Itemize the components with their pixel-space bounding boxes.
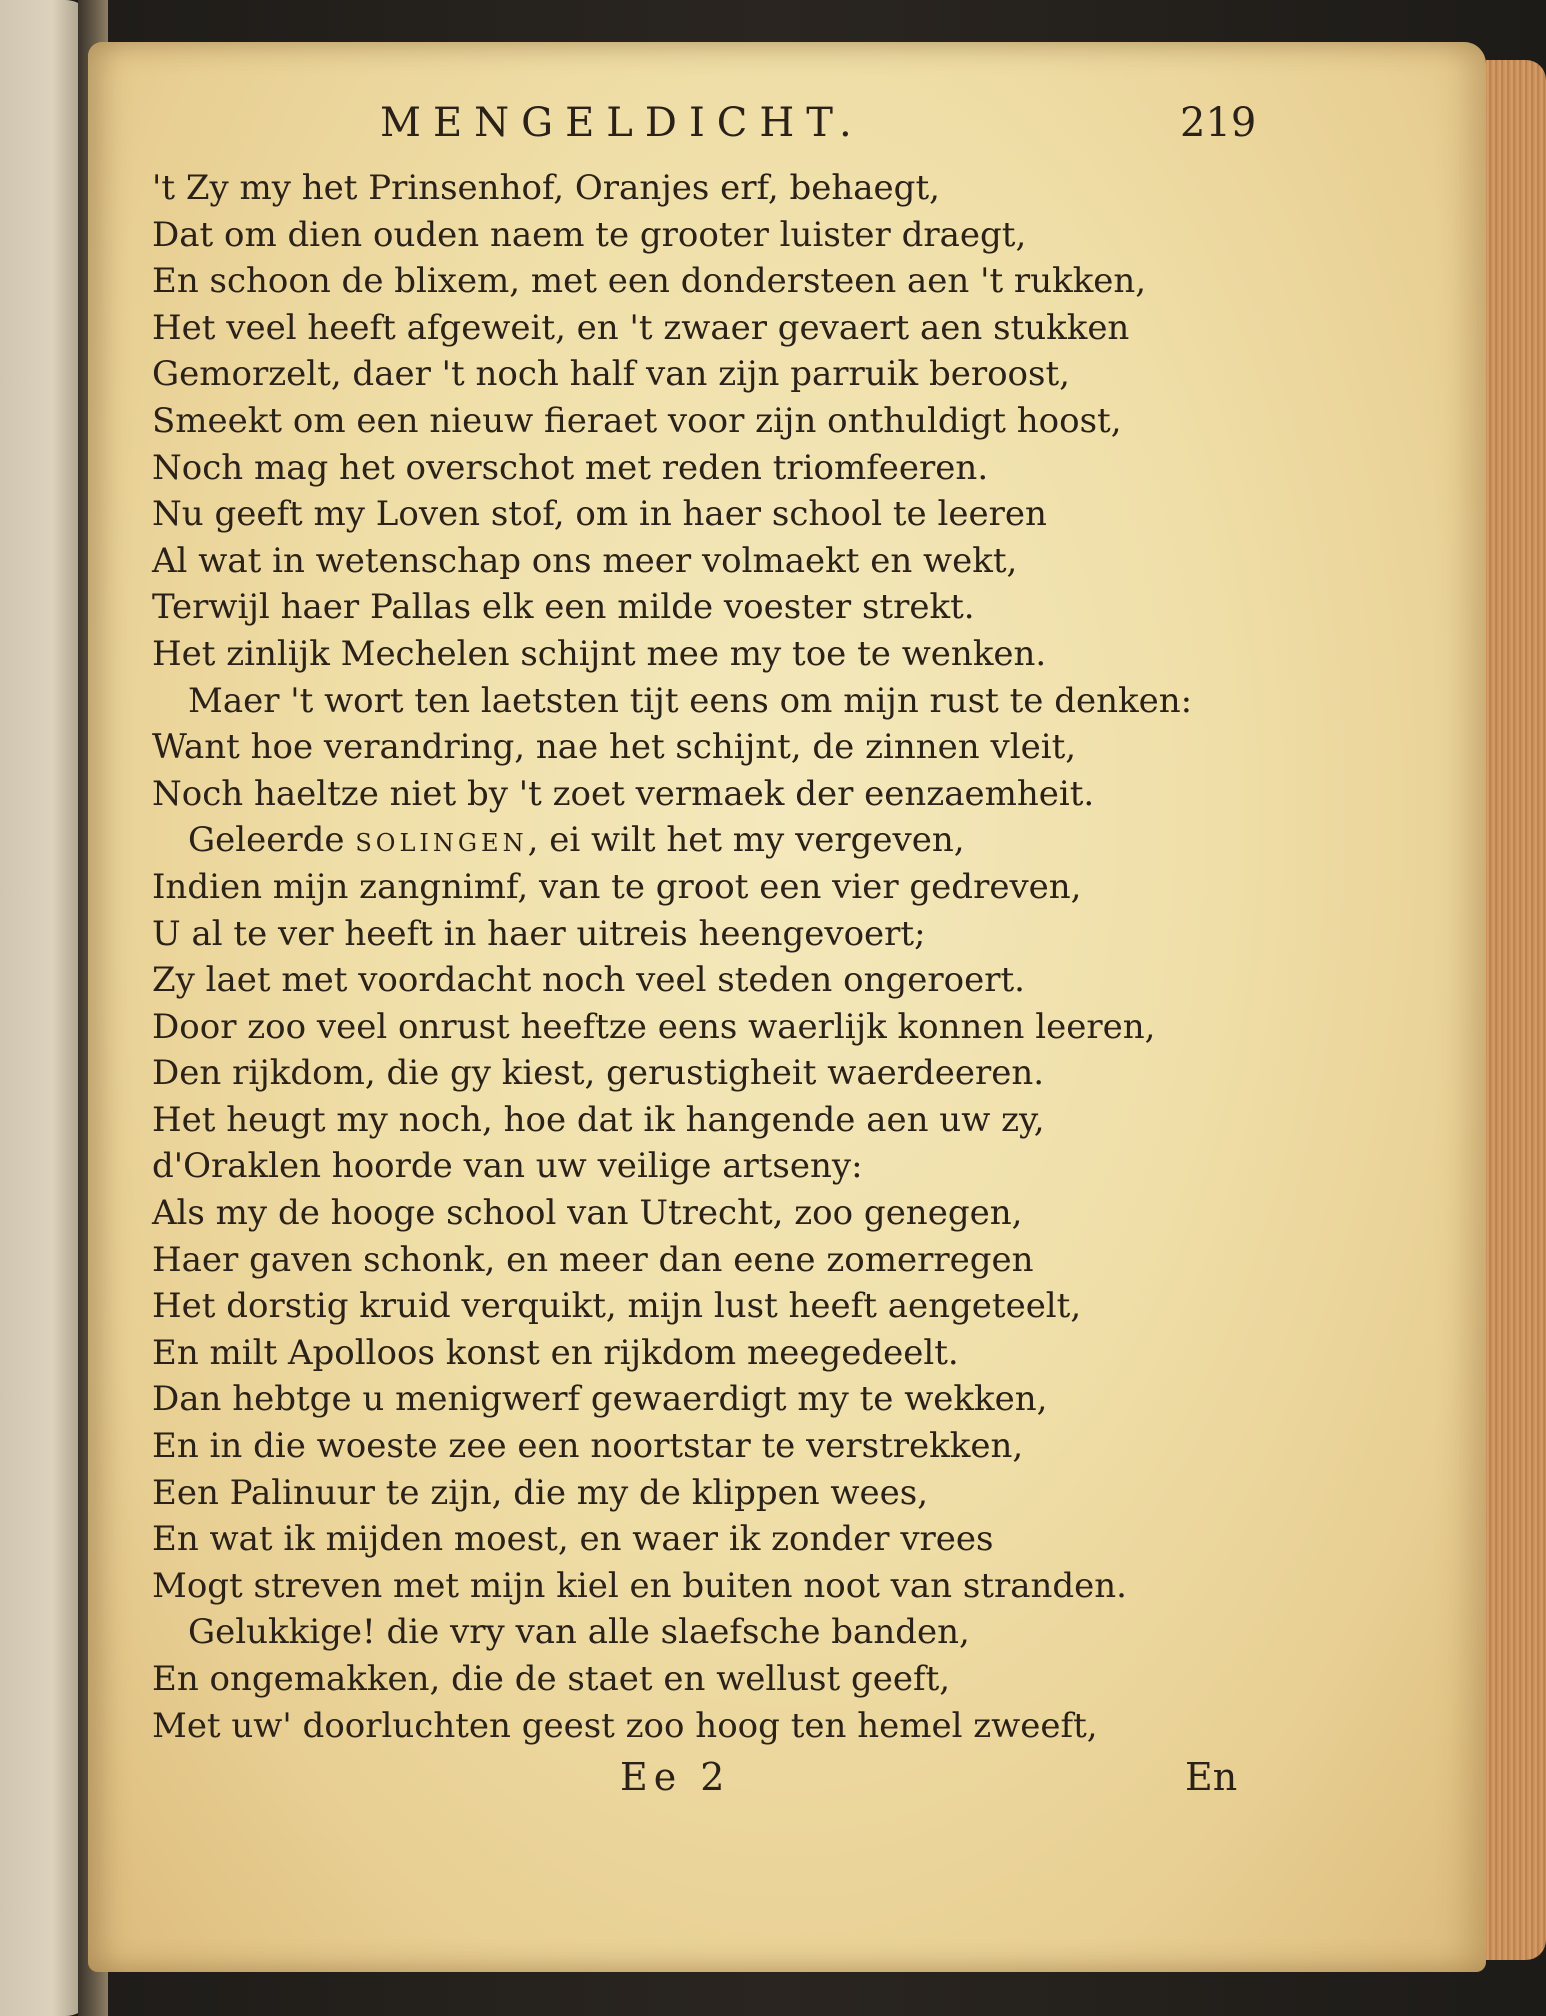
text-line: Terwijl haer Pallas elk een milde voester strekt. <box>152 587 975 628</box>
line-text: , ei wilt het my vergeven, <box>527 820 965 861</box>
text-line: Den rijkdom, die gy kiest, gerustigheit waerdeeren. <box>152 1053 1045 1094</box>
text-line: En milt Apolloos konst en rijkdom meegedeelt. <box>152 1332 959 1373</box>
text-line: U al te ver heeft in haer uitreis heengevoert; <box>152 913 926 954</box>
text-line: Mogt streven met mijn kiel en buiten noot van stranden. <box>152 1565 1127 1606</box>
text-line: En schoon de blixem, met een dondersteen aen 't rukken, <box>152 261 1147 302</box>
text-line: Haer gaven schonk, en meer dan eene zomerregen <box>152 1239 1034 1280</box>
text-line: En wat ik mijden moest, en waer ik zonder vrees <box>152 1519 994 1560</box>
text-line: En ongemakken, die de staet en wellust geeft, <box>152 1659 951 1699</box>
text-line: Gelukkige! die vry van alle slaefsche banden, <box>188 1612 970 1653</box>
text-line: En in die woeste zee een noortstar te verstrekken, <box>152 1426 1024 1467</box>
catchword: En <box>1185 1755 1238 1799</box>
text-line: Dat om dien ouden naem te grooter luister draegt, <box>152 214 1027 255</box>
text-line: Als my de hooge school van Utrecht, zoo genegen, <box>152 1193 1023 1234</box>
text-line: Zy laet met voordacht noch veel steden ongeroert. <box>152 960 1025 1001</box>
text-line: Noch mag het overschot met reden triomfeeren. <box>152 447 989 488</box>
poem-text <box>152 165 1452 1749</box>
text-line: Al wat in wetenschap ons meer volmaekt en wekt, <box>152 540 1018 581</box>
text-line: Het dorstig kruid verquikt, mijn lust heeft aengeteelt, <box>152 1286 1082 1327</box>
text-line: Maer 't wort ten laetsten tijt eens om mijn rust te denken: <box>188 680 1193 721</box>
page-block-edge <box>1486 60 1546 1960</box>
signature-mark: Ee 2 <box>620 1755 731 1799</box>
text-line: Het zinlijk Mechelen schijnt mee my toe te wenken. <box>152 633 1047 674</box>
text-line: 't Zy my het Prinsenhof, Oranjes erf, behaegt, <box>152 168 940 208</box>
text-line: Noch haeltze niet by 't zoet vermaek der eenzaemheit. <box>152 773 1095 814</box>
text-line: Want hoe verandring, nae het schijnt, de zinnen vleit, <box>152 727 1077 768</box>
small-caps-name: SOLINGEN <box>355 829 528 858</box>
text-line: Een Palinuur te zijn, die my de klippen wees, <box>152 1472 929 1513</box>
text-line: Nu geeft my Loven stof, om in haer school te leeren <box>152 494 1047 535</box>
text-line: Door zoo veel onrust heeftze eens waerlijk konnen leeren, <box>152 1006 1156 1047</box>
text-line: d'Oraklen hoorde van uw veilige artseny: <box>152 1146 863 1187</box>
text-line: Gemorzelt, daer 't noch half van zijn parruik beroost, <box>152 354 1070 395</box>
text-line: Het veel heeft afgeweit, en 't zwaer gevaert aen stukken <box>152 307 1130 348</box>
text-line: Smeekt om een nieuw fieraet voor zijn onthuldigt hoost, <box>152 400 1122 441</box>
text-line: Het heugt my noch, hoe dat ik hangende aen uw zy, <box>152 1099 1045 1140</box>
running-head: MENGELDICHT. <box>380 100 864 146</box>
text-line: Met uw' doorluchten geest zoo hoog ten hemel zweeft, <box>152 1705 1098 1746</box>
page-number: 219 <box>1180 100 1257 146</box>
text-line: Dan hebtge u menigwerf gewaerdigt my te wekken, <box>152 1379 1048 1420</box>
text-line: Indien mijn zangnimf, van te groot een vier gedreven, <box>152 866 1082 907</box>
line-text: Geleerde <box>188 820 356 861</box>
text-line <box>152 817 1452 864</box>
